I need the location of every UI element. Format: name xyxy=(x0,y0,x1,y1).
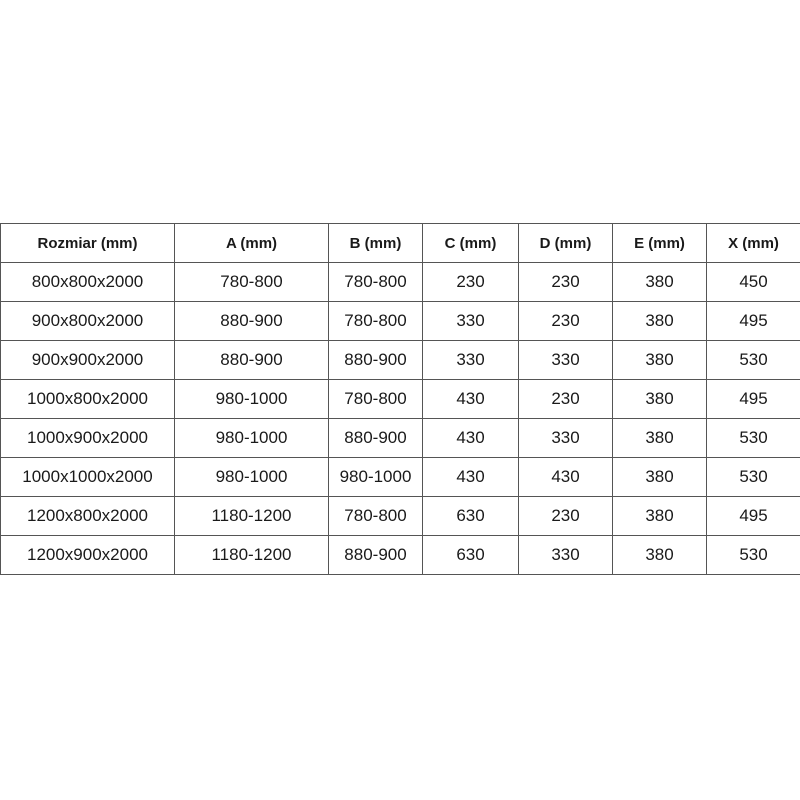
cell-x: 495 xyxy=(707,380,800,419)
cell-c: 430 xyxy=(423,419,519,458)
cell-e: 380 xyxy=(613,497,707,536)
cell-size: 800x800x2000 xyxy=(1,263,175,302)
cell-e: 380 xyxy=(613,341,707,380)
cell-e: 380 xyxy=(613,380,707,419)
cell-size: 1000x1000x2000 xyxy=(1,458,175,497)
cell-size: 1000x800x2000 xyxy=(1,380,175,419)
cell-c: 630 xyxy=(423,497,519,536)
cell-e: 380 xyxy=(613,536,707,575)
cell-c: 330 xyxy=(423,341,519,380)
cell-a: 1180-1200 xyxy=(175,497,329,536)
header-d: D (mm) xyxy=(519,224,613,263)
cell-e: 380 xyxy=(613,302,707,341)
cell-c: 430 xyxy=(423,380,519,419)
cell-x: 495 xyxy=(707,497,800,536)
cell-a: 880-900 xyxy=(175,341,329,380)
header-row xyxy=(1,224,800,263)
table-row xyxy=(1,419,800,458)
cell-e: 380 xyxy=(613,263,707,302)
cell-c: 330 xyxy=(423,302,519,341)
cell-b: 780-800 xyxy=(329,380,423,419)
cell-x: 530 xyxy=(707,341,800,380)
table-body xyxy=(1,263,800,575)
cell-d: 330 xyxy=(519,341,613,380)
cell-a: 1180-1200 xyxy=(175,536,329,575)
cell-size: 900x900x2000 xyxy=(1,341,175,380)
cell-a: 880-900 xyxy=(175,302,329,341)
header-e: E (mm) xyxy=(613,224,707,263)
cell-d: 330 xyxy=(519,419,613,458)
table-row xyxy=(1,263,800,302)
cell-d: 230 xyxy=(519,263,613,302)
cell-b: 780-800 xyxy=(329,263,423,302)
cell-d: 430 xyxy=(519,458,613,497)
cell-b: 880-900 xyxy=(329,536,423,575)
header-c: C (mm) xyxy=(423,224,519,263)
cell-b: 880-900 xyxy=(329,419,423,458)
cell-size: 1200x800x2000 xyxy=(1,497,175,536)
table-row xyxy=(1,380,800,419)
cell-size: 1200x900x2000 xyxy=(1,536,175,575)
cell-a: 780-800 xyxy=(175,263,329,302)
cell-size: 1000x900x2000 xyxy=(1,419,175,458)
cell-x: 495 xyxy=(707,302,800,341)
cell-x: 450 xyxy=(707,263,800,302)
dimensions-table xyxy=(0,223,800,575)
cell-b: 980-1000 xyxy=(329,458,423,497)
table-row xyxy=(1,341,800,380)
header-size: Rozmiar (mm) xyxy=(1,224,175,263)
cell-d: 330 xyxy=(519,536,613,575)
cell-d: 230 xyxy=(519,497,613,536)
cell-size: 900x800x2000 xyxy=(1,302,175,341)
cell-c: 630 xyxy=(423,536,519,575)
cell-b: 880-900 xyxy=(329,341,423,380)
header-x: X (mm) xyxy=(707,224,800,263)
cell-x: 530 xyxy=(707,458,800,497)
header-b: B (mm) xyxy=(329,224,423,263)
cell-x: 530 xyxy=(707,536,800,575)
cell-c: 230 xyxy=(423,263,519,302)
table-row xyxy=(1,497,800,536)
cell-b: 780-800 xyxy=(329,302,423,341)
table-row xyxy=(1,458,800,497)
cell-e: 380 xyxy=(613,458,707,497)
table-row xyxy=(1,302,800,341)
cell-e: 380 xyxy=(613,419,707,458)
cell-d: 230 xyxy=(519,380,613,419)
cell-a: 980-1000 xyxy=(175,419,329,458)
cell-a: 980-1000 xyxy=(175,380,329,419)
table-row xyxy=(1,536,800,575)
cell-d: 230 xyxy=(519,302,613,341)
cell-x: 530 xyxy=(707,419,800,458)
cell-b: 780-800 xyxy=(329,497,423,536)
cell-c: 430 xyxy=(423,458,519,497)
cell-a: 980-1000 xyxy=(175,458,329,497)
header-a: A (mm) xyxy=(175,224,329,263)
